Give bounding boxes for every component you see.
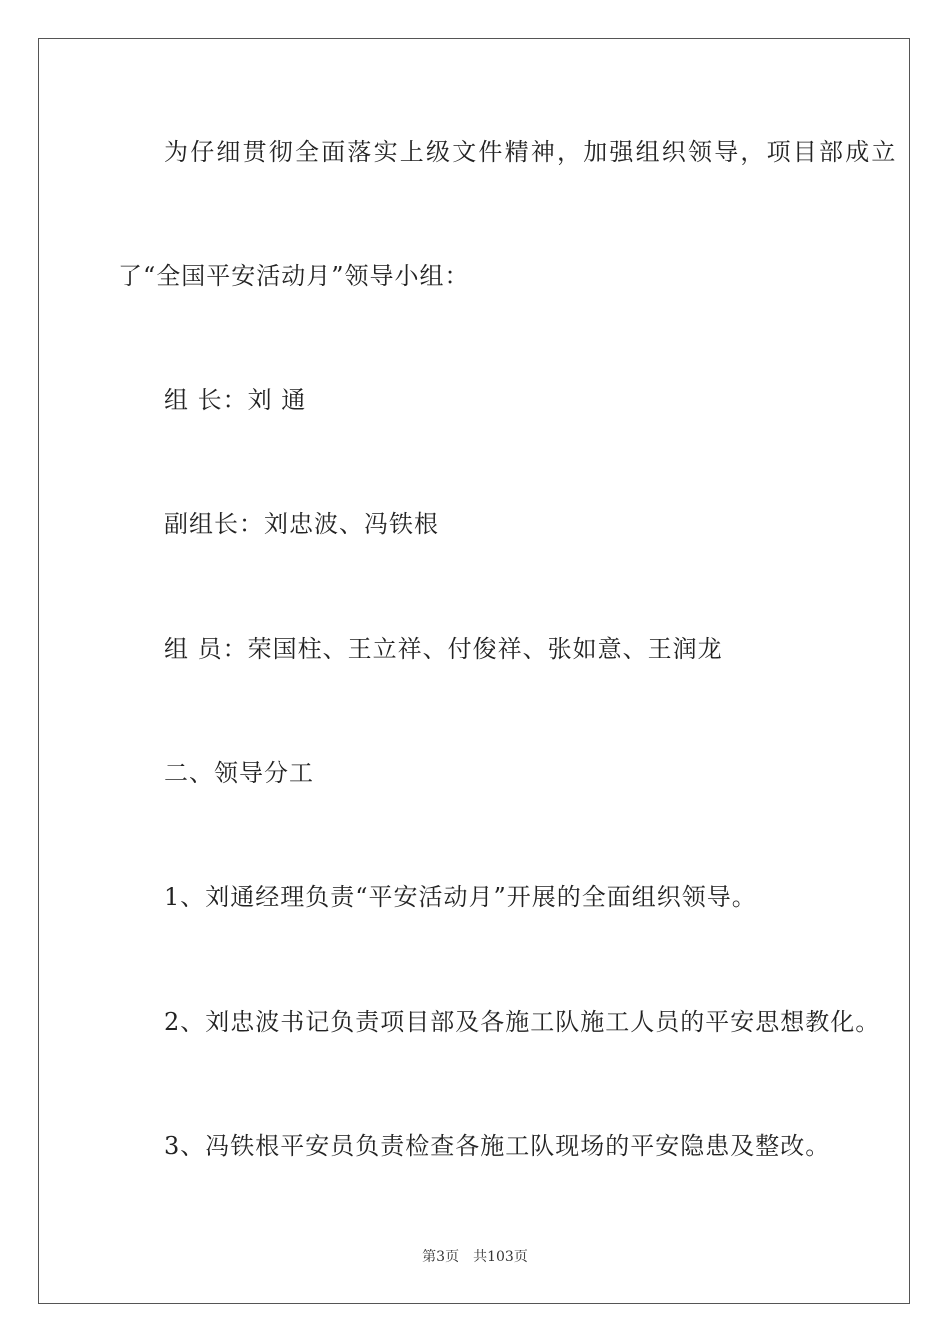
body-paragraph: 了“全国平安活动月”领导小组： <box>118 262 470 290</box>
section-heading: 二、领导分工 <box>164 759 314 787</box>
page-footer <box>0 1248 950 1266</box>
body-paragraph: 为仔细贯彻全面落实上级文件精神，加强组织领导，项目部成立 <box>164 138 898 166</box>
page-number: 第3页 <box>422 1249 460 1265</box>
list-item: 3、冯铁根平安员负责检查各施工队现场的平安隐患及整改。 <box>164 1132 831 1160</box>
group-members-line: 组 员：荣国柱、王立祥、付俊祥、张如意、王润龙 <box>164 635 723 663</box>
page-border <box>38 38 910 1304</box>
list-item: 2、刘忠波书记负责项目部及各施工队施工人员的平安思想教化。 <box>164 1008 881 1036</box>
group-leader-line: 组 长：刘 通 <box>164 386 307 414</box>
page-total: 共103页 <box>473 1249 528 1265</box>
deputy-leader-line: 副组长：刘忠波、冯铁根 <box>164 510 439 538</box>
list-item: 1、刘通经理负责“平安活动月”开展的全面组织领导。 <box>164 883 757 911</box>
